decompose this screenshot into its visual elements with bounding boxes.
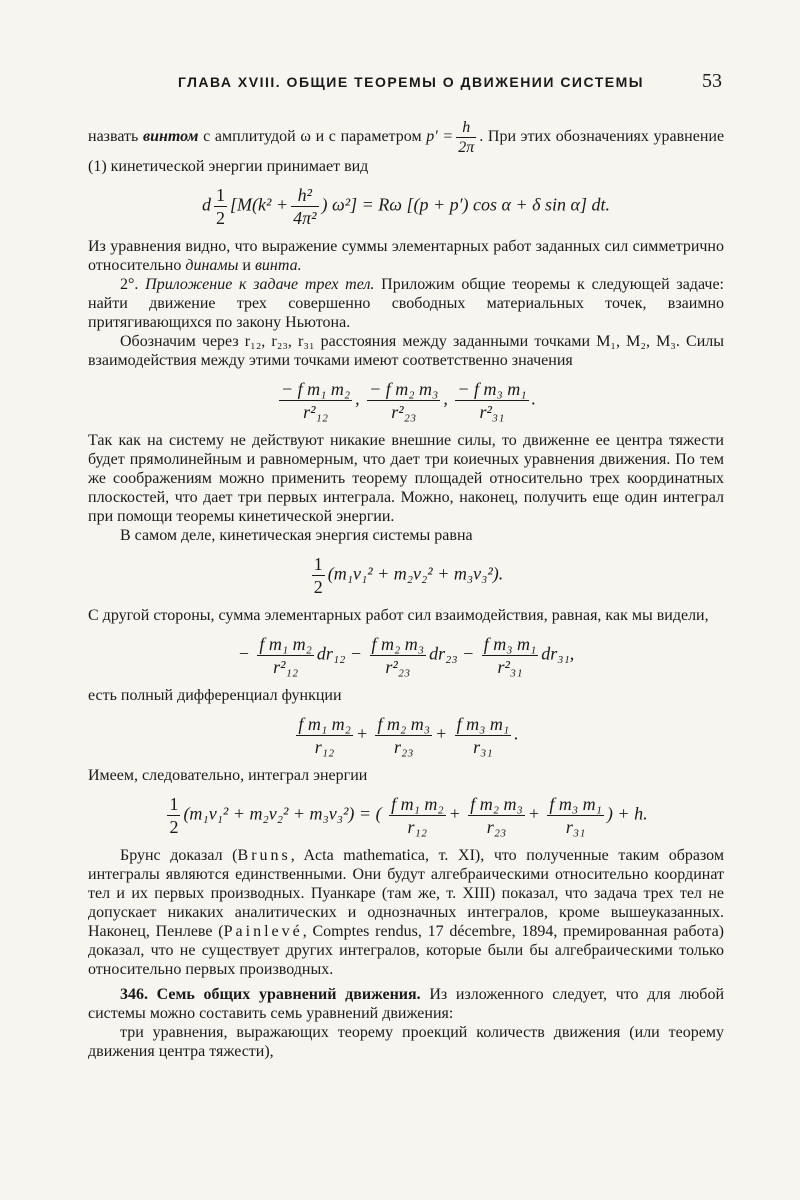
paragraph-symmetry	[88, 237, 724, 275]
text-span: Из изложенного следует, что для любой системы можно составить семь уравнений движения:	[88, 986, 725, 1022]
eq-part: .	[514, 723, 519, 744]
paragraph-screw-definition	[88, 118, 724, 176]
fraction-denominator: 2	[216, 208, 226, 228]
eq-part: d	[202, 194, 212, 215]
author-name-painleve: Painlevé	[223, 923, 303, 940]
running-header	[90, 70, 730, 100]
energy-fraction-23	[468, 793, 525, 838]
text-span: , Comptes rendus, 17 décembre, 1894, премированная работа) доказал, что не существует других интегралов, которые были бы алгебраическими только относительно первых производных.	[88, 923, 724, 978]
eq-part: +	[527, 803, 540, 824]
func-fraction-23	[375, 713, 432, 758]
fraction-numerator: 1	[216, 185, 226, 205]
emphasis-screw: винтом	[142, 128, 199, 146]
eq-part: dr₃₁,	[541, 643, 575, 664]
page-number: 53	[702, 70, 722, 92]
eq-part: ) + h.	[606, 803, 648, 824]
fraction-numerator: h	[456, 118, 476, 138]
fraction-numerator: f m₃ m₁	[456, 714, 510, 734]
section-number: 2°.	[120, 276, 139, 293]
paragraph-notation: Обозначим через r₁₂, r₂₃, r₃₁ расстояния между заданными точками M₁, M₂, M₃. Силы взаимодействия между этими точками имеют соответственно значения	[88, 333, 724, 369]
eq-part: +	[435, 723, 448, 744]
energy-fraction-31	[547, 793, 604, 838]
equation-kinetic-energy-screw	[88, 184, 724, 229]
emphasis-dynamo: динамы	[185, 257, 239, 274]
text-span: Приложим общие теоремы к следующей задаче: найти движение трех совершенно свободных материальных точек, взаимно притягивающихся по закону Ньютона.	[88, 276, 725, 331]
eq-part: (m₁v₁² + m₂v₂² + m₃v₃²) = (	[183, 803, 382, 824]
fraction-numerator: 1	[169, 794, 179, 814]
paragraph-bruns	[88, 846, 724, 979]
fraction-denominator: 2	[169, 817, 179, 837]
fraction-numerator: f m₃ m₁	[549, 794, 602, 814]
paragraph-work-intro: С другой стороны, сумма элементарных работ сил взаимодействия, равная, как мы видели,	[88, 607, 709, 624]
fraction-denominator: r²₃₁	[497, 657, 523, 677]
paragraph-energy-integral-intro: Имеем, следовательно, интеграл энергии	[88, 767, 368, 784]
equation-energy-integral	[88, 793, 724, 838]
fraction-numerator: 1	[313, 554, 323, 574]
fraction-numerator: f m₁ m₂	[298, 714, 351, 734]
section-heading-346: 346. Семь общих уравнений движения.	[120, 986, 421, 1003]
page-body	[88, 118, 724, 1061]
param-fraction	[456, 118, 476, 157]
h-fraction	[291, 184, 318, 229]
equation-work	[88, 633, 724, 678]
eq-part: dr₂₃ −	[429, 643, 475, 664]
fraction-denominator: r₃₁	[565, 817, 586, 837]
fraction-numerator: f m₃ m₁	[483, 634, 537, 654]
func-fraction-12	[296, 713, 353, 758]
eq-part: dr₁₂ −	[316, 643, 363, 664]
fraction-numerator: f m₂ m₃	[377, 714, 430, 734]
text-span: Брунс доказал (	[120, 847, 238, 864]
section-title: Приложение к задаче трех тел.	[145, 276, 375, 293]
fraction-denominator: 2	[313, 577, 323, 597]
equation-kinetic-energy	[88, 553, 724, 598]
paragraph-kinetic-intro: В самом деле, кинетическая энергия системы равна	[120, 527, 473, 544]
eq-part: [M(k² +	[230, 194, 289, 215]
force-fraction-23	[367, 378, 440, 423]
half-fraction	[312, 553, 325, 598]
fraction-denominator: r²₃₁	[479, 402, 505, 422]
force-fraction-12	[279, 378, 352, 423]
work-fraction-23	[370, 633, 427, 678]
fraction-denominator: r²₁₂	[273, 657, 299, 677]
text-span: назвать	[88, 128, 139, 146]
text-span: , Acta mathematica, т. XI), что полученные таким образом интегралы являются единственными. Они будут алгебраическими относительно координат тел и их первых производных. Пуанкаре (там же, т. XIII) показал, что задача трех тел не допускает никаких аналитических и однозначных интегралов, кроме вышеуказанных. Наконец, Пенлеве (	[88, 847, 724, 940]
eq-separator: ,	[355, 388, 360, 409]
chapter-title: ГЛАВА XVIII. ОБЩИЕ ТЕОРЕМЫ О ДВИЖЕНИИ СИСТЕМЫ	[178, 74, 645, 90]
fraction-numerator: − f m₁ m₂	[280, 379, 351, 399]
text-span: Из уравнения видно, что выражение суммы элементарных работ заданных сил симметрично относительно	[88, 238, 724, 274]
fraction-denominator: r²₂₃	[385, 657, 411, 677]
paragraph-center-of-mass: Так как на систему не действуют никакие внешние силы, то движенне ее центра тяжести будет прямолинейным и равномерным, что дает три коиечных уравнения движения. По тем же соображениям можно применить теорему площадей относительно трех координатных плоскостей, что дает три первых интеграла. Можно, наконец, получить еще один интеграл при помощи теоремы кинетической энергии.	[88, 432, 724, 525]
eq-part: +	[448, 803, 461, 824]
eq-separator: ,	[443, 388, 448, 409]
func-fraction-31	[455, 713, 512, 758]
text-span: с амплитудой ω и с параметром	[203, 128, 422, 146]
fraction-numerator: − f m₃ m₁	[457, 379, 527, 399]
eq-separator: .	[531, 388, 536, 409]
fraction-denominator: r₁₂	[407, 817, 428, 837]
fraction-denominator: r²₂₃	[391, 402, 417, 422]
fraction-denominator: r₁₂	[314, 737, 335, 757]
paragraph-three-body-intro	[88, 275, 724, 332]
work-fraction-31	[482, 633, 539, 678]
fraction-denominator: r²₁₂	[303, 402, 329, 422]
fraction-numerator: h²	[291, 184, 318, 207]
eq-part: −	[237, 643, 250, 664]
fraction-denominator: r₂₃	[486, 817, 507, 837]
text-span: и	[242, 257, 251, 274]
half-fraction	[214, 184, 227, 229]
fraction-denominator: 4π²	[293, 208, 317, 228]
equation-forces	[88, 378, 724, 423]
energy-fraction-12	[389, 793, 446, 838]
fraction-numerator: f m₂ m₃	[371, 634, 425, 654]
author-name-bruns: Bruns	[237, 847, 291, 864]
fraction-numerator: f m₁ m₂	[259, 634, 312, 654]
emphasis-screw: винта.	[254, 257, 302, 274]
fraction-numerator: f m₂ m₃	[470, 794, 523, 814]
paragraph-seven-equations	[88, 985, 724, 1023]
paragraph-differential: есть полный дифференциал функции	[88, 687, 342, 704]
eq-part: +	[355, 723, 368, 744]
fraction-denominator: 2π	[458, 139, 475, 156]
fraction-numerator: f m₁ m₂	[391, 794, 444, 814]
paragraph-three-equations: три уравнения, выражающих теорему проекций количеств движения (или теорему движения центра тяжести),	[88, 1024, 724, 1060]
eq-part: (m₁v₁² + m₂v₂² + m₃v₃²).	[327, 563, 504, 584]
param-lhs: p′ =	[426, 128, 454, 146]
force-fraction-31	[455, 378, 528, 423]
half-fraction	[167, 793, 180, 838]
fraction-numerator: − f m₂ m₃	[369, 379, 439, 399]
fraction-denominator: r₂₃	[393, 737, 414, 757]
eq-part: ) ω²] = Rω [(p + p′) cos α + δ sin α] dt.	[321, 194, 610, 215]
work-fraction-12	[257, 633, 314, 678]
fraction-denominator: r₃₁	[473, 737, 493, 757]
equation-potential-function	[88, 713, 724, 758]
text-span: . При этих обозначениях уравнение (1) кинетической энергии принимает вид	[88, 128, 725, 175]
